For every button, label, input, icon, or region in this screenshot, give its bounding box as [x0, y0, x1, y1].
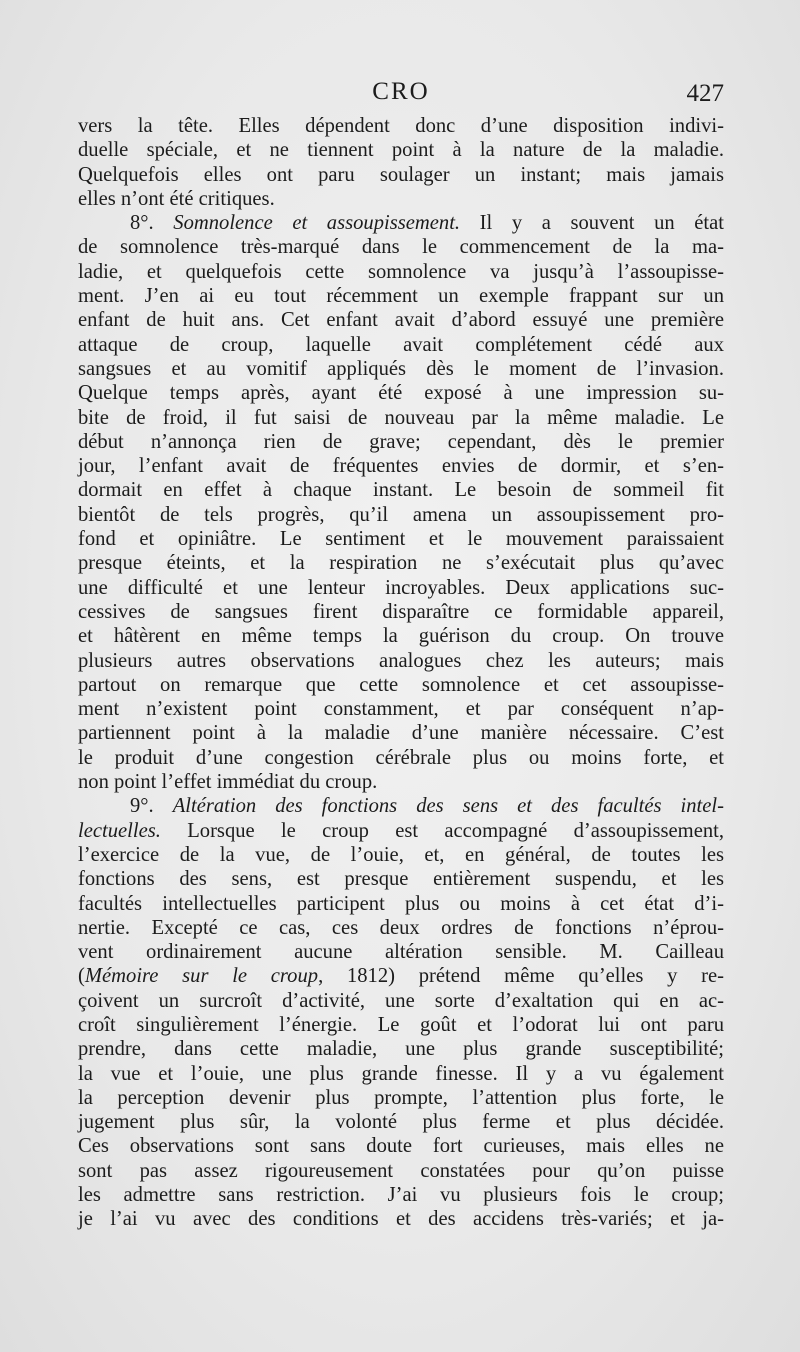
text-line: je l’ai vu avec des conditions et des accidens très-variés; et ja-: [78, 1208, 724, 1231]
text-line: la vue et l’ouie, une plus grande finesse. Il y a vu également: [78, 1062, 724, 1085]
text-line: dormait en effet à chaque instant. Le besoin de sommeil fit: [78, 479, 724, 502]
text-line: une difficulté et une lenteur incroyables. Deux applications suc-: [78, 576, 724, 599]
text-span: , 1812) prétend même qu’elles y re-: [318, 965, 725, 988]
text-line: çoivent un surcroît d’activité, une sorte d’exaltation qui en ac-: [78, 989, 724, 1012]
text-line: Quelque temps après, ayant été exposé à une impression su-: [78, 382, 724, 405]
text-line: ment. J’en ai eu tout récemment un exemple frappant sur un: [78, 285, 724, 308]
text-line: les admettre sans restriction. J’ai vu plusieurs fois le croup;: [78, 1184, 724, 1207]
text-line: sont pas assez rigoureusement constatées pour qu’on puisse: [78, 1159, 724, 1182]
italic-text: Altération des fonctions des sens et des facultés intel-: [172, 795, 724, 818]
text-line: jour, l’enfant avait de fréquentes envies de dormir, et s’en-: [78, 455, 724, 478]
text-line: attaque de croup, laquelle avait complétement cédé aux: [78, 333, 724, 356]
text-line: fond et opiniâtre. Le sentiment et le mouvement paraissaient: [78, 528, 724, 551]
italic-text: Somnolence et assoupissement.: [173, 212, 461, 235]
text-line: ladie, et quelquefois cette somnolence va jusqu’à l’assoupisse-: [78, 260, 724, 283]
text-line: l’exercice de la vue, de l’ouie, et, en général, de toutes les: [78, 843, 724, 866]
text-line: vent ordinairement aucune altération sensible. M. Cailleau: [78, 941, 724, 964]
text-line: nertie. Excepté ce cas, ces deux ordres de fonctions n’éprou-: [78, 916, 724, 939]
text-line: cessives de sangsues firent disparaître ce formidable appareil,: [78, 600, 724, 623]
text-line: partout on remarque que cette somnolence et cet assoupisse-: [78, 673, 724, 696]
text-line: [78, 211, 724, 235]
text-line: [78, 819, 724, 843]
text-line: plusieurs autres observations analogues chez les auteurs; mais: [78, 649, 724, 672]
italic-text: lectuelles.: [78, 819, 161, 842]
text-line: Ces observations sont sans doute fort curieuses, mais elles ne: [78, 1135, 724, 1158]
text-line: ment n’existent point constamment, et par conséquent n’ap-: [78, 698, 724, 721]
text-line: et hâtèrent en même temps la guérison du croup. On trouve: [78, 625, 724, 648]
text-line: elles n’ont été critiques.: [78, 187, 275, 210]
text-line: bientôt de tels progrès, qu’il amena un assoupissement pro-: [78, 503, 724, 526]
text-span: 9°.: [130, 795, 173, 818]
text-line: le produit d’une congestion cérébrale plus ou moins forte, et: [78, 746, 724, 769]
text-span: 8°.: [130, 212, 174, 235]
text-line: partiennent point à la maladie d’une manière nécessaire. C’est: [78, 722, 724, 745]
body-text: [78, 114, 724, 1232]
text-line: la perception devenir plus prompte, l’attention plus forte, le: [78, 1086, 724, 1109]
text-span: Il y a souvent un état: [460, 212, 724, 235]
page-header: [78, 78, 724, 114]
text-line: vers la tête. Elles dépendent donc d’une disposition indivi-: [78, 115, 724, 137]
italic-text: Mémoire sur le croup: [84, 965, 319, 988]
text-line: presque éteints, et la respiration ne s’exécutait plus qu’avec: [78, 552, 724, 575]
text-line: bite de froid, il fut saisi de nouveau par la même maladie. Le: [78, 406, 724, 429]
text-line: facultés intellectuelles participent plus ou moins à cet état d’i-: [78, 892, 724, 915]
text-span: Lorsque le croup est accompagné d’assoupissement,: [160, 819, 724, 842]
text-line: jugement plus sûr, la volonté plus ferme et plus décidée.: [78, 1111, 724, 1134]
page-number: 427: [686, 80, 724, 107]
text-line: Quelquefois elles ont paru soulager un instant; mais jamais: [78, 163, 724, 186]
text-line: croît singulièrement l’énergie. Le goût et l’odorat lui ont paru: [78, 1013, 724, 1036]
text-line: enfant de huit ans. Cet enfant avait d’abord essuyé une première: [78, 309, 724, 332]
text-line: non point l’effet immédiat du croup.: [78, 771, 378, 794]
text-line: duelle spéciale, et ne tiennent point à la nature de la maladie.: [78, 139, 724, 162]
text-line: fonctions des sens, est presque entièrement suspendu, et les: [78, 868, 724, 891]
running-head: CRO: [372, 78, 430, 105]
text-line: début n’annonça rien de grave; cependant, dès le premier: [78, 430, 724, 453]
text-line: sangsues et au vomitif appliqués dès le moment de l’invasion.: [78, 357, 724, 380]
text-span: (: [78, 965, 85, 988]
text-line: [78, 964, 724, 988]
text-line: [78, 794, 724, 818]
text-line: prendre, dans cette maladie, une plus grande susceptibilité;: [78, 1038, 724, 1061]
text-line: de somnolence très-marqué dans le commencement de la ma-: [78, 236, 724, 259]
